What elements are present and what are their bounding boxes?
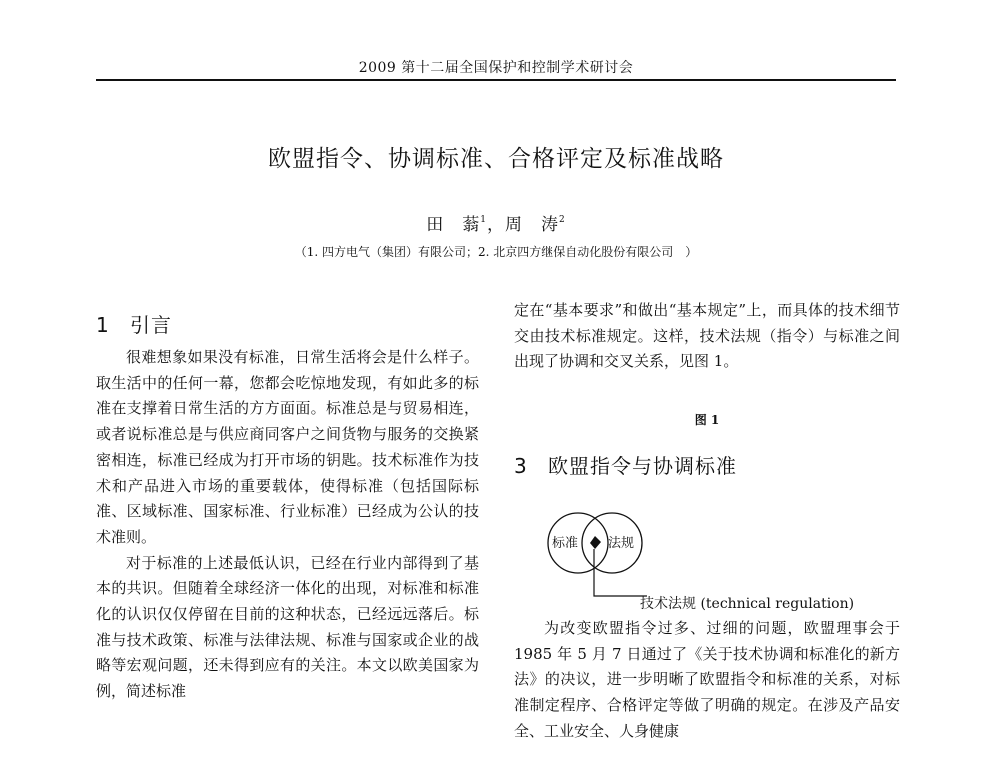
right-column-bottom bbox=[514, 616, 900, 745]
author-name: 周 涛 bbox=[505, 215, 559, 235]
header-rule bbox=[96, 79, 896, 81]
body-paragraph: 对于标准的上述最低认识，已经在行业内部得到了基本的共识。但随着全球经济一体化的出现，对标准和标准化的认识仅仅停留在目前的这种状态，已经远远落后。标准与技术政策、标准与法律法规、标准与国家或企业的战略等宏观问题，还未得到应有的关注。本文以欧美国家为例，简述标准 bbox=[96, 553, 479, 701]
author-affil-mark: 1 bbox=[480, 215, 487, 225]
venn-label-standards: 标准 bbox=[552, 536, 579, 551]
section-number: 3 bbox=[514, 454, 528, 478]
venn-overlap-mark bbox=[590, 536, 601, 549]
running-head: 2009 第十二届全国保护和控制学术研讨会 bbox=[358, 60, 634, 76]
figure-caption: 技术法规 (technical regulation) bbox=[640, 596, 855, 612]
section-1-heading bbox=[96, 309, 172, 338]
author-affil-mark: 2 bbox=[559, 215, 566, 225]
author-name: 田 蓊 bbox=[426, 215, 481, 235]
section-3-heading bbox=[514, 450, 737, 479]
section-title: 欧盟指令与协调标准 bbox=[548, 454, 737, 478]
body-paragraph: 为改变欧盟指令过多、过细的问题，欧盟理事会于 1985 年 5 月 7 日通过了《关于技术协调和标准化的新方法》的决议，进一步明晰了欧盟指令和标准的关系，对标准制定程序、合格评定等做了明确的规定。在涉及产品安全、工业安全、人身健康 bbox=[514, 619, 900, 740]
affiliation: （1. 四方电气（集团）有限公司；2. 北京四方继保自动化股份有限公司 ） bbox=[294, 245, 698, 259]
author-line bbox=[96, 210, 896, 235]
venn-diagram bbox=[545, 505, 655, 600]
figure-label: 图 1 bbox=[694, 413, 720, 427]
section-title: 引言 bbox=[130, 313, 172, 337]
section-number: 1 bbox=[96, 313, 110, 337]
left-column bbox=[96, 345, 479, 705]
author-separator: ， bbox=[487, 215, 505, 235]
body-paragraph: 定在“基本要求”和做出“基本规定”上，而具体的技术细节交由技术标准规定。这样，技术法规（指令）与标准之间出现了协调和交叉关系，见图 1。 bbox=[514, 301, 900, 371]
body-paragraph: 很难想象如果没有标准，日常生活将会是什么样子。取生活中的任何一幕，您都会吃惊地发现，有如此多的标准在支撑着日常生活的方方面面。标准总是与贸易相连，或者说标准总是与供应商同客户之间货物与服务的交换紧密相连，标准已经成为打开市场的钥匙。技术标准作为技术和产品进入市场的重要载体，使得标准（包括国际标准、区域标准、国家标准、行业标准）已经成为公认的技术准则。 bbox=[96, 348, 479, 546]
right-column-top bbox=[514, 298, 900, 375]
paper-title: 欧盟指令、协调标准、合格评定及标准战略 bbox=[268, 146, 724, 172]
venn-label-regulations: 法规 bbox=[608, 536, 635, 551]
